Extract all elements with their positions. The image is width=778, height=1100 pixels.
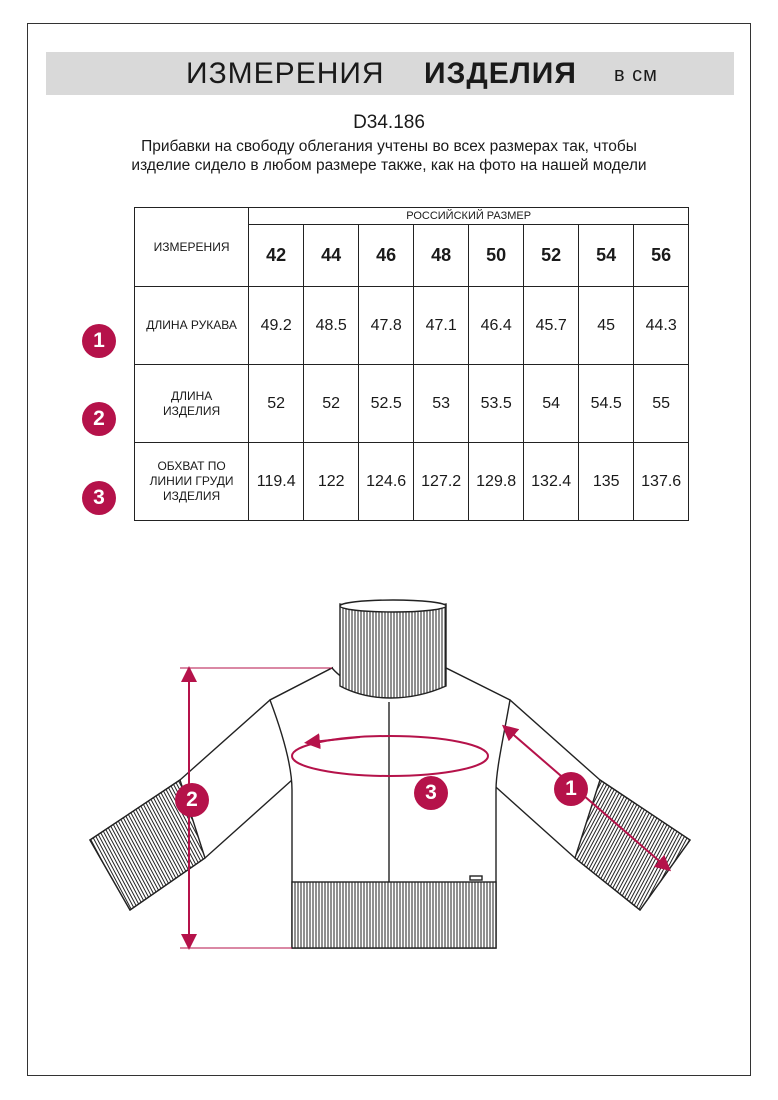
row-marker-2: 2: [82, 402, 116, 436]
row-label-sleeve-length: ДЛИНА РУКАВА: [135, 287, 249, 365]
fit-note: Прибавки на свободу облегания учтены во всех размерах так, чтобы изделие сидело в любом размере также, как на фото на нашей модели: [131, 138, 647, 174]
sweater-outline: [90, 600, 690, 948]
table-cell: 52.5: [359, 365, 414, 443]
table-cell: 45.7: [524, 287, 579, 365]
diagram-marker-1: 1: [554, 772, 588, 806]
size-header: 50: [469, 225, 524, 287]
table-cell: 52: [304, 365, 359, 443]
size-group-label: РОССИЙСКИЙ РАЗМЕР: [249, 208, 689, 225]
table-cell: 54: [524, 365, 579, 443]
table-cell: 52: [249, 365, 304, 443]
table-cell: 124.6: [359, 443, 414, 521]
row-label-chest-girth: ОБХВАТ ПО ЛИНИИ ГРУДИ ИЗДЕЛИЯ: [135, 443, 249, 521]
table-cell: 48.5: [304, 287, 359, 365]
table-cell: 47.1: [414, 287, 469, 365]
table-cell: 135: [579, 443, 634, 521]
table-cell: 132.4: [524, 443, 579, 521]
row-marker-3: 3: [82, 481, 116, 515]
table-cell: 129.8: [469, 443, 524, 521]
size-header: 56: [634, 225, 689, 287]
table-cell: 127.2: [414, 443, 469, 521]
table-cell: 54.5: [579, 365, 634, 443]
table-cell: 49.2: [249, 287, 304, 365]
row-marker-1: 1: [82, 324, 116, 358]
unit-label: в см: [614, 64, 658, 86]
table-cell: 119.4: [249, 443, 304, 521]
product-code: D34.186: [353, 112, 425, 133]
row-label-garment-length: ДЛИНА ИЗДЕЛИЯ: [135, 365, 249, 443]
table-cell: 45: [579, 287, 634, 365]
title-part1: ИЗМЕРЕНИЯ: [186, 57, 385, 90]
table-cell: 137.6: [634, 443, 689, 521]
size-header: 48: [414, 225, 469, 287]
size-header: 52: [524, 225, 579, 287]
table-cell: 46.4: [469, 287, 524, 365]
size-header: 54: [579, 225, 634, 287]
diagram-marker-3: 3: [414, 776, 448, 810]
table-cell: 122: [304, 443, 359, 521]
diagram-marker-2: 2: [175, 783, 209, 817]
table-cell: 44.3: [634, 287, 689, 365]
size-header: 42: [249, 225, 304, 287]
size-header: 44: [304, 225, 359, 287]
size-header: 46: [359, 225, 414, 287]
corner-label: ИЗМЕРЕНИЯ: [135, 208, 249, 287]
table-cell: 53: [414, 365, 469, 443]
table-cell: 47.8: [359, 287, 414, 365]
title-part2: ИЗДЕЛИЯ: [424, 57, 577, 90]
table-cell: 55: [634, 365, 689, 443]
table-cell: 53.5: [469, 365, 524, 443]
